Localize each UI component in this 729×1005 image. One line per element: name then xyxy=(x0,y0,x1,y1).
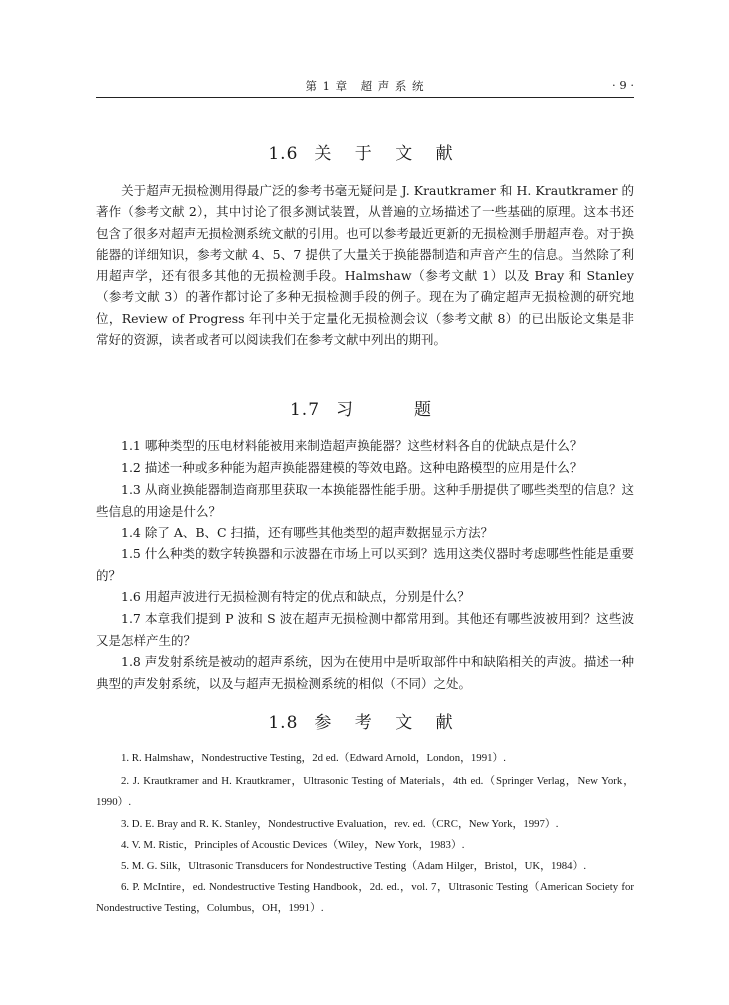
reference-item: 1. R. Halmshaw，Nondestructive Testing，2d ed.（Edward Arnold，London，1991）. xyxy=(121,752,506,764)
exercise-item: 1.3 从商业换能器制造商那里获取一本换能器性能手册。这种手册提供了哪些类型的信息？这些信息的用途是什么？ xyxy=(96,482,634,519)
reference-item: 6. P. McIntire，ed. Nondestructive Testing Handbook，2d. ed.，vol. 7，Ultrasonic Testing（American Society for Nondestructive Testing，Columbus，OH，1991）. xyxy=(96,881,634,914)
reference-item: 4. V. M. Ristic，Principles of Acoustic Devices（Wiley，New York，1983）. xyxy=(121,839,465,851)
section-title: 关 于 文 献 xyxy=(314,144,462,164)
chapter-title: 第 1 章 超 声 系 统 xyxy=(305,79,425,93)
exercise-item: 1.8 声发射系统是被动的超声系统，因为在使用中是听取部件中和缺陷相关的声波。描述一种典型的声发射系统，以及与超声无损检测系统的相似（不同）之处。 xyxy=(96,654,634,691)
section-heading-1-8 xyxy=(96,708,634,733)
running-header xyxy=(96,78,634,96)
exercise-item: 1.4 除了 A、B、C 扫描，还有哪些其他类型的超声数据显示方法？ xyxy=(121,525,494,540)
body-paragraph xyxy=(96,180,634,350)
paragraph-text: 关于超声无损检测用得最广泛的参考书毫无疑问是 J. Krautkramer 和 H. Krautkramer 的著作（参考文献 2），其中讨论了很多测试装置，从普遍的立场描述了一些基础的原理。这本书还包含了很多对超声无损检测系统文献的引用。也可以参考最近更新的无损检测手册超声卷。对于换能器的详细知识，参考文献 4、5、7 提供了大量关于换能器制造和声音产生的信息。当然除了利用超声学，还有很多其他的无损检测手段。Halmshaw（参考文献 1）以及 Bray 和 Stanley（参考文献 3）的著作都讨论了多种无损检测手段的例子。现在为了确定超声无损检测的研究地位，Review of Progress 年刊中关于定量化无损检测会议（参考文献 8）的已出版论文集是非常好的资源，读者或者可以阅读我们在参考文献中列出的期刊。 xyxy=(96,183,634,348)
section-title: 习 题 xyxy=(336,400,441,420)
section-heading-1-7 xyxy=(96,395,634,420)
section-heading-1-6 xyxy=(96,139,634,164)
reference-item: 2. J. Krautkramer and H. Krautkramer，Ultrasonic Testing of Materials，4th ed.（Springer Verlag，New York，1990）. xyxy=(96,775,634,808)
section-number: 1.8 xyxy=(268,713,299,733)
exercise-item: 1.7 本章我们提到 P 波和 S 波在超声无损检测中都常用到。其他还有哪些波被用到？这些波又是怎样产生的？ xyxy=(96,611,634,648)
section-title: 参 考 文 献 xyxy=(314,713,462,733)
exercise-item: 1.6 用超声波进行无损检测有特定的优点和缺点，分别是什么？ xyxy=(121,589,470,604)
reference-item: 5. M. G. Silk，Ultrasonic Transducers for Nondestructive Testing（Adam Hilger，Bristol，UK，1984）. xyxy=(121,860,587,872)
section-number: 1.6 xyxy=(268,144,299,164)
section-number: 1.7 xyxy=(289,400,321,420)
exercise-item: 1.2 描述一种或多种能为超声换能器建模的等效电路。这种电路模型的应用是什么？ xyxy=(121,460,583,475)
exercise-item: 1.5 什么种类的数字转换器和示波器在市场上可以买到？选用这类仪器时考虑哪些性能是重要的？ xyxy=(96,546,634,583)
header-rule xyxy=(96,97,634,98)
reference-item: 3. D. E. Bray and R. K. Stanley，Nondestructive Evaluation，rev. ed.（CRC，New York，1997）. xyxy=(121,818,559,830)
exercise-item: 1.1 哪种类型的压电材料能被用来制造超声换能器？这些材料各自的优缺点是什么？ xyxy=(121,438,583,453)
page-number: · 9 · xyxy=(612,78,634,92)
